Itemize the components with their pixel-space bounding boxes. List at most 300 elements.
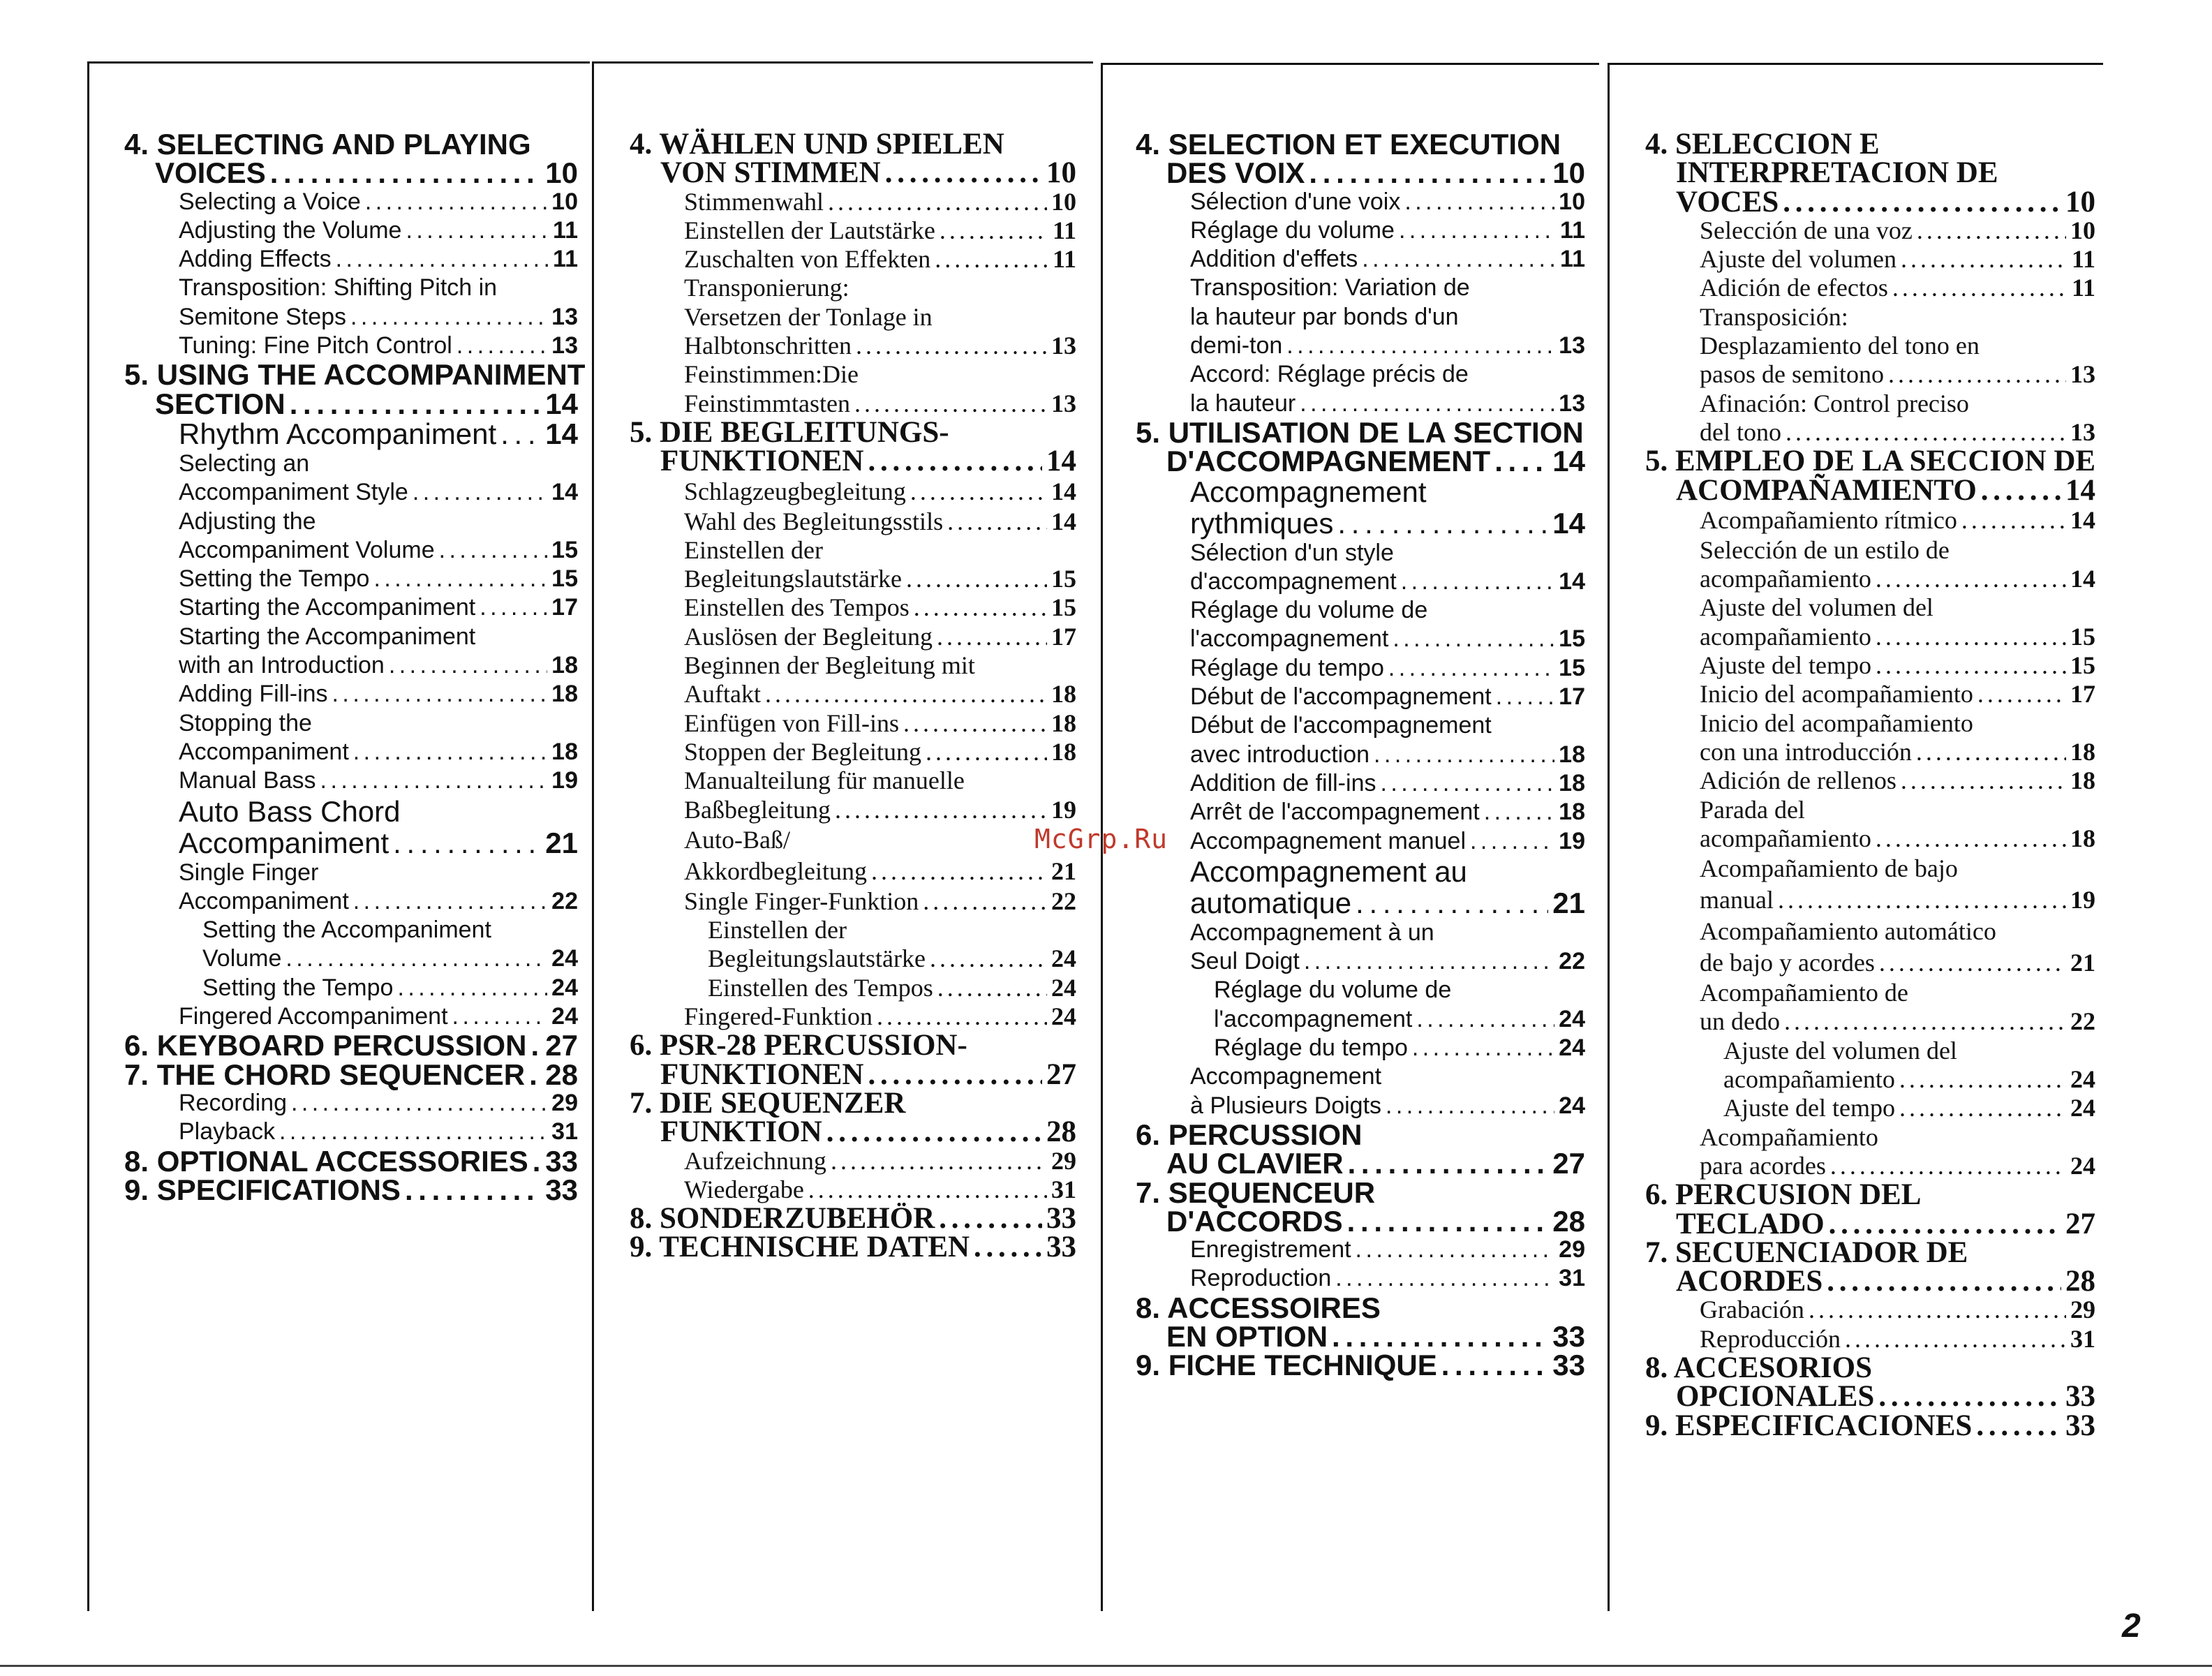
toc-entry-title: Réglage du tempo (1190, 654, 1384, 681)
toc-entry-page: 18 (1559, 769, 1585, 796)
toc-entry-page: 13 (1051, 332, 1076, 360)
toc-entry-title: Volume (202, 945, 282, 972)
toc-entry (124, 859, 578, 887)
toc-entry (124, 738, 578, 766)
toc-entry (1645, 947, 2095, 979)
toc-entry (1645, 1411, 2095, 1440)
dot-leader (533, 1147, 542, 1176)
toc-entry-page: 33 (1046, 1231, 1076, 1264)
toc-entry-title: Accompagnement manuel (1190, 827, 1467, 854)
toc-entry-page: 10 (1051, 187, 1076, 216)
toc-entry (1645, 1094, 2095, 1122)
toc-entry (630, 916, 1076, 944)
toc-entry-title: Adding Effects (179, 246, 332, 273)
toc-entry (630, 415, 1076, 449)
toc-entry-title: Afinación: Control preciso (1700, 389, 1969, 417)
toc-entry-page: 15 (2070, 622, 2095, 651)
toc-entry-page: 10 (1559, 188, 1585, 215)
dot-leader (405, 1176, 541, 1204)
toc-entry-title: Einfügen von Fill-ins (684, 709, 899, 737)
toc-entry-title: Selecting a Voice (179, 188, 361, 215)
toc-entry-title: Addition d'effets (1190, 246, 1358, 273)
toc-entry-title: Playback (179, 1118, 275, 1145)
dot-leader (1901, 766, 2066, 795)
toc-entry-page: 13 (551, 332, 578, 359)
toc-entry-page: 31 (1559, 1265, 1585, 1292)
toc-entry-title: TECLADO (1676, 1207, 1825, 1240)
dot-leader (353, 738, 547, 766)
toc-entry-title: Adjusting the Volume (179, 216, 402, 244)
toc-entry (630, 766, 1076, 795)
toc-entry (1136, 360, 1585, 389)
dot-leader (1441, 1351, 1549, 1379)
toc-entry-page: 15 (551, 536, 578, 563)
dot-leader (1778, 884, 2066, 916)
toc-entry (1136, 1264, 1585, 1293)
toc-entry-page: 21 (2070, 949, 2095, 977)
toc-entry-title: AU CLAVIER (1166, 1147, 1344, 1180)
toc-entry (1136, 1005, 1585, 1034)
dot-leader (885, 158, 1042, 187)
toc-entry (630, 1086, 1076, 1120)
dot-leader (1901, 245, 2068, 274)
toc-entry-page: 13 (1051, 389, 1076, 417)
toc-entry (1645, 1152, 2095, 1180)
dot-leader (1347, 1207, 1549, 1236)
toc-entry-title: Enregistrement (1190, 1236, 1351, 1263)
toc-entry (1645, 1267, 2095, 1296)
toc-entry (1645, 473, 2095, 507)
toc-entry-page: 33 (545, 1144, 578, 1178)
toc-entry-page: 14 (2070, 505, 2095, 534)
toc-entry-page: 29 (1051, 1146, 1076, 1175)
dot-leader (270, 158, 542, 187)
toc-entry-page: 19 (551, 767, 578, 794)
toc-entry (124, 507, 578, 536)
toc-entry-page: 18 (1051, 709, 1076, 737)
toc-entry (630, 445, 1076, 478)
toc-entry (1645, 651, 2095, 680)
dot-leader (279, 1118, 547, 1146)
toc-entry-title: Fingered-Funktion (684, 1002, 873, 1031)
toc-entry-title: INTERPRETACION DE (1676, 156, 1998, 190)
toc-entry (630, 245, 1076, 274)
toc-entry-page: 22 (2070, 1007, 2095, 1036)
toc-entry-page: 29 (1559, 1236, 1585, 1263)
toc-entry-title: 9. SPECIFICATIONS (124, 1173, 401, 1206)
dot-leader (835, 796, 1047, 824)
toc-entry-page: 24 (1051, 973, 1076, 1002)
toc-entry-page: 18 (1559, 741, 1585, 768)
toc-entry (1136, 445, 1585, 478)
dot-leader (1388, 654, 1554, 683)
toc-entry-page: 18 (551, 681, 578, 708)
dot-leader (903, 709, 1047, 738)
toc-entry-title: 5. UTILISATION DE LA SECTION (1136, 415, 1584, 449)
toc-entry (630, 856, 1076, 887)
toc-entry-page: 33 (1552, 1319, 1585, 1353)
dot-leader (413, 478, 547, 507)
toc-entry-page: 13 (2070, 417, 2095, 446)
toc-entry-page: 10 (551, 188, 578, 215)
toc-entry (1136, 741, 1585, 769)
toc-entry-title: Setting the Accompaniment (202, 917, 491, 944)
dot-leader (373, 565, 547, 593)
toc-entry (1136, 274, 1585, 302)
toc-entry-page: 14 (1552, 506, 1585, 540)
toc-entry-page: 17 (1559, 683, 1585, 711)
toc-entry-title: pasos de semitono (1700, 360, 1884, 389)
toc-entry-title: Wahl des Begleitungsstils (684, 507, 944, 535)
toc-entry-title: Ajuste del tempo (1723, 1094, 1895, 1122)
toc-entry (1645, 709, 2095, 738)
toc-entry-title: 6. KEYBOARD PERCUSSION (124, 1029, 527, 1062)
toc-entry-page: 18 (1051, 680, 1076, 709)
toc-entry (1136, 856, 1585, 887)
toc-entry-page: 27 (2065, 1207, 2095, 1240)
dot-leader (285, 944, 547, 973)
toc-entry (1136, 596, 1585, 625)
toc-entry (630, 1002, 1076, 1031)
toc-entry-title: Ajuste del tempo (1700, 651, 1871, 680)
dot-leader (1401, 568, 1554, 596)
toc-entry (1136, 245, 1585, 274)
dot-leader (910, 476, 1047, 507)
toc-entry (630, 565, 1076, 593)
toc-entry-title: Stoppen der Begleitung (684, 737, 921, 766)
dot-leader (1416, 1005, 1554, 1034)
toc-entry-page: 17 (2070, 680, 2095, 709)
dot-leader (947, 507, 1047, 536)
toc-entry-title: 9. FICHE TECHNIQUE (1136, 1349, 1437, 1382)
toc-entry-title: Accompagnement (1190, 1063, 1382, 1090)
toc-entry (1645, 1351, 2095, 1384)
toc-column-french (1136, 130, 1585, 1380)
dot-leader (1917, 216, 2066, 245)
dot-leader (831, 1147, 1047, 1176)
toc-entry-page: 28 (2065, 1265, 2095, 1298)
toc-entry-page: 14 (551, 479, 578, 506)
toc-entry-page: 31 (551, 1118, 578, 1145)
toc-entry (124, 651, 578, 680)
toc-entry (1645, 1296, 2095, 1324)
toc-entry (1136, 947, 1585, 976)
toc-entry-page: 18 (1051, 737, 1076, 766)
toc-entry-title: manual (1700, 886, 1774, 914)
toc-entry-page: 13 (1559, 332, 1585, 359)
toc-entry-title: Schlagzeugbegleitung (684, 477, 906, 505)
toc-entry (124, 216, 578, 245)
frame-divider-2 (592, 61, 594, 1611)
toc-entry-title: 8. SONDERZUBEHÖR (630, 1202, 935, 1236)
toc-entry (1645, 979, 2095, 1007)
toc-entry-title: D'ACCORDS (1166, 1204, 1343, 1238)
toc-entry (1136, 919, 1585, 947)
toc-entry-title: Acompañamiento automático (1700, 917, 1996, 946)
toc-entry (1136, 1062, 1585, 1091)
toc-entry-page: 18 (551, 652, 578, 679)
toc-entry (630, 1060, 1076, 1089)
toc-entry (1136, 683, 1585, 711)
toc-entry (1136, 188, 1585, 216)
dot-leader (406, 216, 549, 245)
toc-entry-title: de bajo y acordes (1700, 949, 1875, 977)
toc-entry-title: Stimmenwahl (684, 187, 824, 216)
toc-entry-title: 7. SECUENCIADOR DE (1645, 1236, 1968, 1269)
toc-entry-title: 8. ACCESORIOS (1645, 1351, 1872, 1384)
dot-leader (1783, 188, 2061, 216)
dot-leader (939, 1204, 1042, 1233)
toc-entry-title: Wiedergabe (684, 1175, 804, 1203)
toc-entry-page: 10 (1046, 156, 1076, 190)
dot-leader (1309, 158, 1548, 187)
toc-entry-title: Accompaniment (179, 826, 389, 859)
dot-leader (439, 536, 548, 565)
toc-entry (1645, 853, 2095, 884)
toc-entry-title: 6. PSR-28 PERCUSSION- (630, 1029, 967, 1062)
frame-divider-1 (87, 61, 89, 1611)
toc-entry (124, 565, 578, 593)
dot-leader (353, 887, 547, 916)
toc-entry (124, 387, 578, 420)
dot-leader (1976, 1411, 2061, 1440)
frame-top-line-1 (87, 61, 590, 64)
toc-entry (630, 216, 1076, 245)
toc-entry (124, 1089, 578, 1118)
toc-entry-title: à Plusieurs Doigts (1190, 1092, 1382, 1119)
toc-entry-title: 4. SELECTION ET EXECUTION (1136, 128, 1561, 161)
toc-entry-title: Accompagnement (1190, 475, 1427, 508)
toc-entry-title: 6. PERCUSION DEL (1645, 1178, 1922, 1212)
toc-entry-title: un dedo (1700, 1007, 1780, 1036)
toc-entry-title: FUNKTIONEN (660, 1058, 864, 1091)
toc-entry-title: 9. ESPECIFICACIONES (1645, 1409, 1973, 1442)
dot-leader (1348, 1149, 1549, 1178)
toc-entry-page: 28 (1046, 1115, 1076, 1149)
toc-entry (630, 274, 1076, 302)
dot-leader (826, 1118, 1042, 1146)
toc-entry-title: Setting the Tempo (202, 974, 394, 1001)
toc-entry-title: 8. ACCESSOIRES (1136, 1291, 1381, 1324)
toc-entry-title: Transposition: Shifting Pitch in (179, 274, 498, 302)
dot-leader (1304, 947, 1554, 976)
toc-entry (1645, 593, 2095, 622)
dot-leader (1827, 1267, 2061, 1296)
toc-entry (1645, 1325, 2095, 1354)
toc-entry-page: 27 (1552, 1147, 1585, 1180)
toc-entry-page: 14 (1046, 445, 1076, 478)
toc-entry-title: 4. WÄHLEN UND SPIELEN (630, 128, 1004, 161)
toc-entry-title: Accompagnement au (1190, 854, 1467, 888)
toc-entry-title: Adición de rellenos (1700, 766, 1896, 795)
toc-entry-page: 28 (545, 1058, 578, 1091)
toc-entry-title: Inicio del acompañamiento (1700, 680, 1973, 709)
toc-entry (630, 824, 1076, 856)
toc-entry-page: 14 (1051, 477, 1076, 505)
dot-leader (926, 738, 1047, 766)
toc-entry-page: 18 (2070, 737, 2095, 766)
toc-entry-title: Acompañamiento de bajo (1700, 854, 1958, 883)
toc-entry-title: Auto-Baß/ (684, 825, 790, 854)
toc-entry-title: Zuschalten von Effekten (684, 245, 931, 274)
dot-leader (1300, 390, 1554, 418)
toc-entry (1136, 476, 1585, 507)
toc-entry-page: 24 (1559, 1034, 1585, 1062)
toc-entry (1645, 128, 2095, 161)
toc-entry-title: Transponierung: (684, 274, 849, 302)
toc-entry-title: automatique (1190, 886, 1352, 919)
toc-entry-title: VOCES (1676, 185, 1779, 218)
toc-entry (124, 188, 578, 216)
toc-entry (124, 593, 578, 622)
toc-entry (630, 536, 1076, 565)
toc-entry-page: 11 (1052, 245, 1076, 274)
toc-column-german (630, 130, 1076, 1262)
toc-entry (124, 478, 578, 507)
toc-entry (1136, 711, 1585, 740)
toc-entry-title: Auto Bass Chord (179, 794, 401, 828)
dot-leader (930, 944, 1047, 973)
toc-entry (630, 1147, 1076, 1176)
dot-leader (1404, 188, 1554, 216)
toc-entry-title: SECTION (155, 387, 285, 420)
toc-entry-page: 33 (1552, 1349, 1585, 1382)
toc-entry-title: Beginnen der Begleitung mit (684, 651, 975, 680)
toc-entry-title: avec introduction (1190, 741, 1370, 768)
toc-entry-title: Début de l'accompagnement (1190, 712, 1492, 739)
dot-leader (1981, 476, 2061, 505)
toc-entry (1645, 360, 2095, 389)
dot-leader (1412, 1034, 1554, 1062)
toc-entry-page: 14 (2065, 473, 2095, 507)
toc-entry-page: 15 (1559, 625, 1585, 653)
toc-entry-page: 14 (545, 387, 578, 420)
toc-entry-title: Adición de efectos (1700, 274, 1888, 302)
toc-entry (630, 303, 1076, 332)
dot-leader (389, 651, 547, 680)
toc-entry (1645, 390, 2095, 418)
toc-entry (1645, 1037, 2095, 1065)
dot-leader (1876, 565, 2066, 593)
toc-entry (1645, 418, 2095, 447)
dot-leader (1393, 625, 1554, 653)
toc-entry (630, 476, 1076, 507)
toc-entry (1645, 824, 2095, 853)
dot-leader (871, 856, 1047, 887)
toc-entry-page: 13 (551, 303, 578, 330)
dot-leader (1362, 245, 1556, 274)
toc-entry-page: 14 (1552, 445, 1585, 478)
dot-leader (808, 1176, 1047, 1204)
toc-entry (1645, 536, 2095, 565)
dot-leader (1380, 769, 1554, 798)
toc-entry-page: 19 (1559, 827, 1585, 854)
dot-leader (1399, 216, 1556, 245)
toc-entry (630, 1231, 1076, 1264)
dot-leader (1496, 683, 1554, 711)
toc-entry (1645, 1123, 2095, 1152)
toc-entry (1136, 769, 1585, 798)
toc-entry-title: Sélection d'un style (1190, 539, 1394, 566)
dot-leader (529, 1060, 541, 1089)
toc-entry (1645, 505, 2095, 536)
toc-entry-title: Reproduction (1190, 1265, 1332, 1292)
toc-entry-page: 15 (1051, 593, 1076, 622)
toc-entry-title: Akkordbegleitung (684, 856, 867, 885)
toc-entry-title: Stopping the (179, 709, 312, 736)
toc-entry-page: 15 (2070, 651, 2095, 680)
toc-entry-page: 19 (1051, 795, 1076, 824)
toc-entry-page: 24 (2070, 1094, 2095, 1122)
toc-entry (630, 651, 1076, 680)
toc-entry (1136, 415, 1585, 449)
toc-entry-title: 6. PERCUSSION (1136, 1118, 1363, 1151)
dot-leader (937, 974, 1047, 1002)
toc-entry-title: Réglage du volume (1190, 216, 1395, 244)
toc-entry-title: Accompagnement à un (1190, 919, 1434, 946)
toc-entry (1136, 303, 1585, 332)
toc-entry (1645, 245, 2095, 274)
toc-entry-title: acompañamiento (1700, 565, 1871, 593)
toc-entry-page: 15 (551, 565, 578, 593)
toc-entry (1136, 1120, 1585, 1149)
dot-leader (1977, 680, 2066, 709)
toc-entry (124, 709, 578, 738)
toc-entry (124, 418, 578, 450)
toc-entry-title: Halbtonschritten (684, 332, 852, 360)
toc-entry (124, 944, 578, 973)
dot-leader (1888, 360, 2066, 389)
dot-leader (332, 680, 548, 709)
dot-leader (937, 623, 1047, 651)
toc-entry-title: OPCIONALES (1676, 1380, 1875, 1414)
toc-entry (1645, 332, 2095, 360)
page-number: 2 (2122, 1608, 2141, 1645)
toc-entry-title: 4. SELECCION E (1645, 128, 1880, 161)
toc-entry-page: 11 (553, 246, 578, 273)
toc-entry-page: 17 (551, 594, 578, 621)
toc-entry (1136, 156, 1585, 190)
toc-entry (1645, 738, 2095, 766)
toc-entry (124, 766, 578, 795)
toc-entry-title: Seul Doigt (1190, 948, 1300, 975)
toc-entry (1645, 1238, 2095, 1267)
toc-entry-title: Ajuste del volumen (1700, 245, 1896, 274)
toc-entry-page: 10 (1552, 156, 1585, 190)
toc-entry (1136, 1149, 1585, 1178)
toc-entry (124, 274, 578, 302)
toc-entry-page: 14 (1051, 507, 1076, 535)
dot-leader (350, 303, 547, 332)
toc-entry (630, 1031, 1076, 1060)
toc-entry (1645, 766, 2095, 795)
toc-entry (630, 709, 1076, 738)
dot-leader (856, 332, 1047, 360)
toc-entry (124, 1060, 578, 1089)
toc-entry (630, 593, 1076, 622)
toc-entry (1136, 798, 1585, 826)
toc-entry-title: Einstellen der Lautstärke (684, 216, 935, 244)
toc-entry-title: rythmiques (1190, 506, 1334, 540)
dot-leader (1878, 1382, 2061, 1411)
dot-leader (914, 593, 1047, 622)
dot-leader (1335, 1264, 1554, 1293)
toc-entry (1136, 128, 1585, 161)
toc-entry-title: demi-ton (1190, 332, 1283, 359)
dot-leader (1374, 741, 1554, 769)
toc-entry-title: 5. EMPLEO DE LA SECCION DE (1645, 445, 2096, 478)
toc-entry (1136, 654, 1585, 683)
